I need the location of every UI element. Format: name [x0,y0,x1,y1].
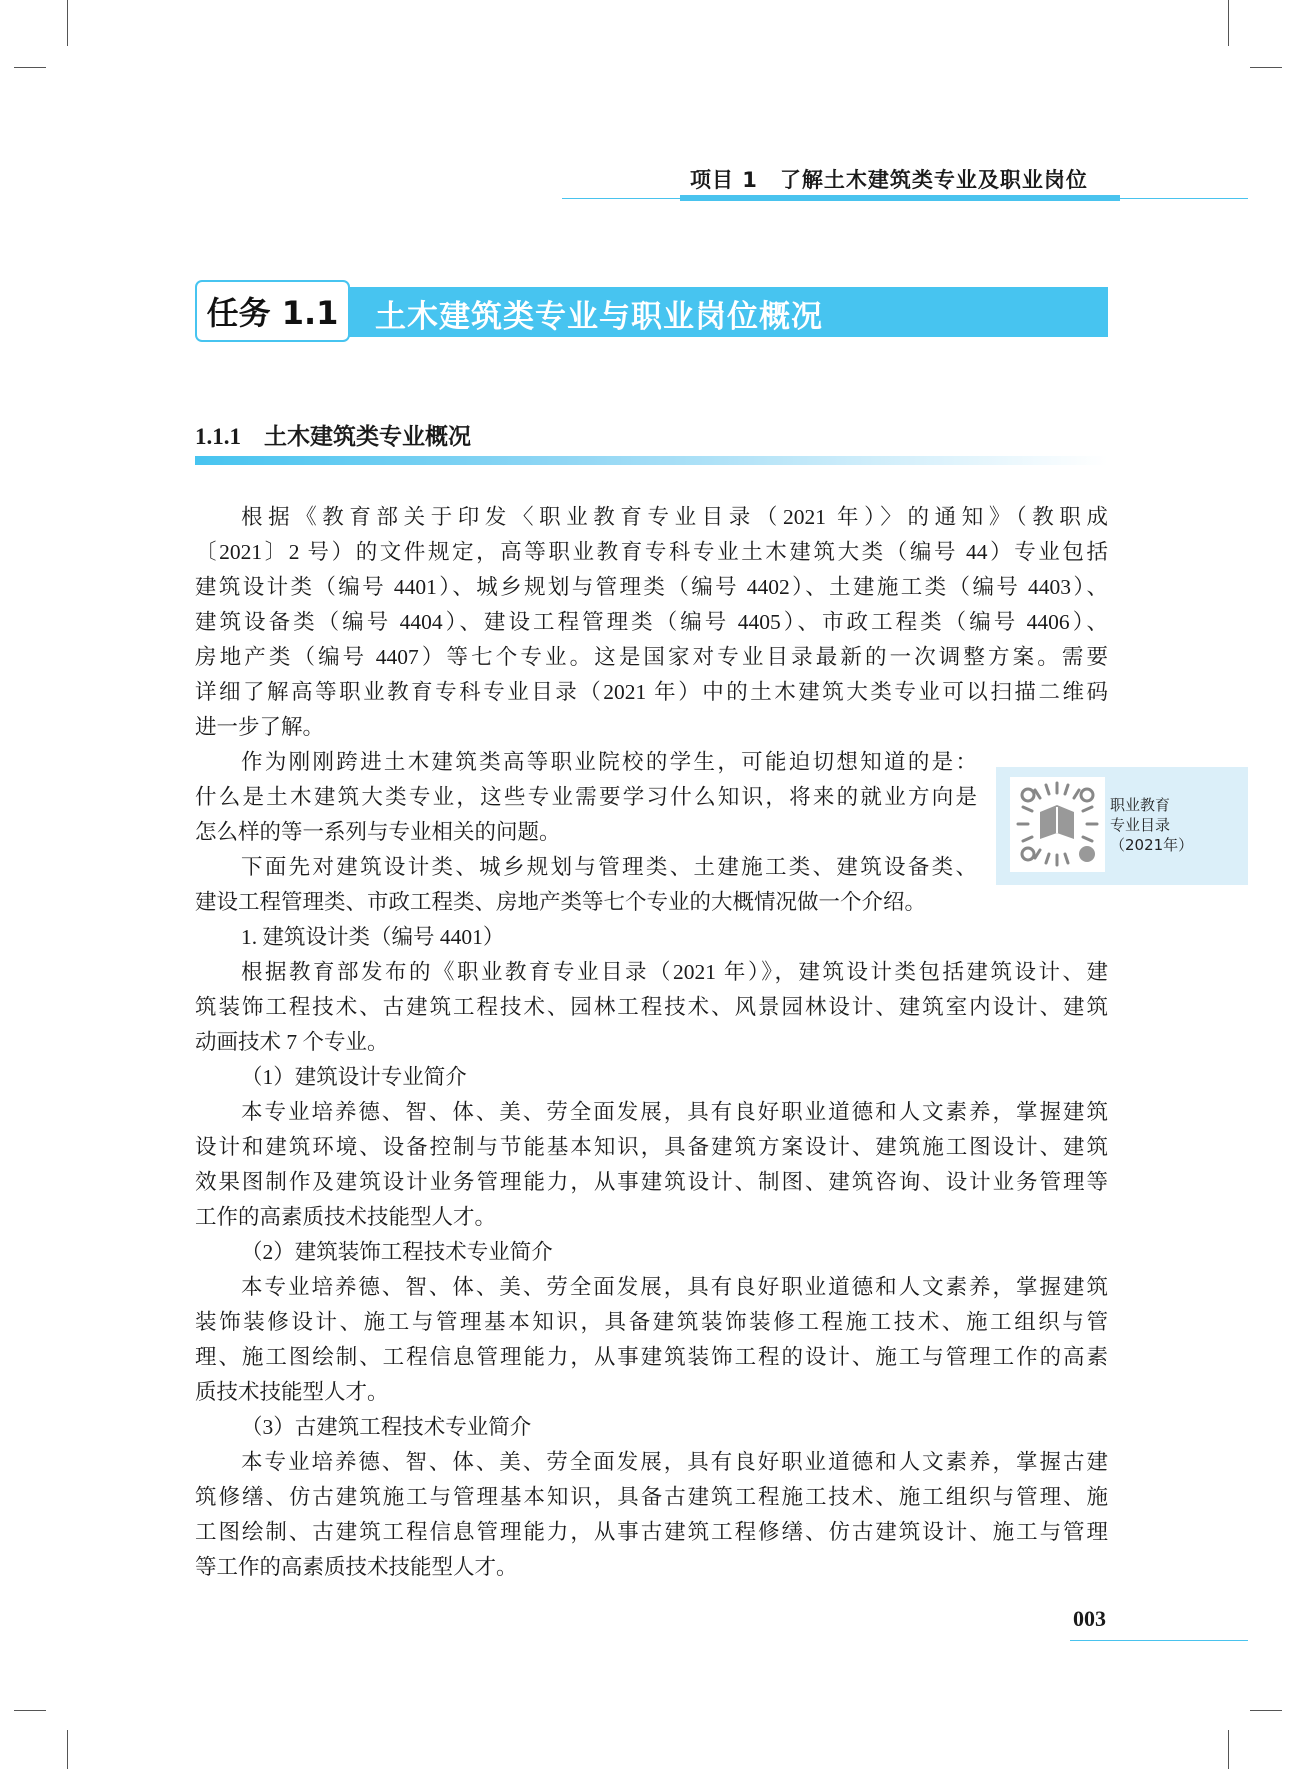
text-line: 效果图制作及建筑设计业务管理能力，从事建筑设计、制图、建筑咨询、设计业务管理等 [195,1170,1108,1194]
crop-mark [1250,67,1282,68]
body-text [195,500,1108,1585]
crop-mark [67,0,68,46]
text-line: 等工作的高素质技术技能型人才。 [195,1555,518,1579]
page-number: 003 [1073,1606,1106,1631]
task-title: 土木建筑类专业与职业岗位概况 [375,299,823,335]
qr-caption-line: （2021年） [1110,836,1194,854]
crop-mark [1228,0,1229,46]
text-line: 筑装饰工程技术、古建筑工程技术、园林工程技术、风景园林设计、建筑室内设计、建筑 [195,995,1108,1019]
subheading: （3）古建筑工程技术专业简介 [241,1415,532,1439]
text-line: 什么是土木建筑大类专业，这些专业需要学习什么知识，将来的就业方向是 [195,785,977,809]
crop-mark [14,67,46,68]
text-line: 质技术技能型人才。 [195,1380,389,1404]
text-line: 理、施工图绘制、工程信息管理能力，从事建筑装饰工程的设计、施工与管理工作的高素 [195,1345,1108,1369]
subheading: （2）建筑装饰工程技术专业简介 [241,1240,553,1264]
text-line: 建筑设备类（编号 4404）、建设工程管理类（编号 4405）、市政工程类（编号 4406）、 [195,610,1108,634]
text-line: 作为刚刚跨进土木建筑类高等职业院校的学生，可能迫切想知道的是： [241,750,977,774]
text-line: 工图绘制、古建筑工程信息管理能力，从事古建筑工程修缮、仿古建筑设计、施工与管理 [195,1520,1108,1544]
section-heading: 1.1.1 土木建筑类专业概况 [195,424,471,449]
text-line: 房地产类（编号 4407）等七个专业。这是国家对专业目录最新的一次调整方案。需要 [195,645,1108,669]
text-line: 装饰装修设计、施工与管理基本知识，具备建筑装饰装修工程施工技术、施工组织与管 [195,1310,1108,1334]
text-line: 根据《教育部关于印发〈职业教育专业目录（2021 年）〉的通知》（教职成 [241,505,1108,529]
text-line: 筑修缮、仿古建筑施工与管理基本知识，具备古建筑工程施工技术、施工组织与管理、施 [195,1485,1108,1509]
running-header: 项目 1 了解土木建筑类专业及职业岗位 [690,168,1088,192]
text-line: 进一步了解。 [195,715,325,739]
crop-mark [14,1710,46,1711]
section-rule [195,456,1108,465]
text-line: 〔2021〕2 号）的文件规定，高等职业教育专科专业土木建筑大类（编号 44）专业包括 [195,540,1108,564]
qr-caption-line: 专业目录 [1110,816,1171,834]
text-line: 根据教育部发布的《职业教育专业目录（2021 年）》，建筑设计类包括建筑设计、建 [241,960,1108,984]
footer-rule [1070,1640,1248,1641]
crop-mark [1228,1730,1229,1769]
list-heading: 1. 建筑设计类（编号 4401） [241,925,505,949]
task-label: 任务 1.1 [195,280,350,342]
qr-sidebar [996,767,1248,885]
text-line: 动画技术 7 个专业。 [195,1030,389,1054]
qr-caption [1110,795,1193,855]
crop-mark [1250,1710,1282,1711]
qr-caption-line: 职业教育 [1110,796,1171,814]
text-line: 工作的高素质技术技能型人才。 [195,1205,497,1229]
text-line: 本专业培养德、智、体、美、劳全面发展，具有良好职业道德和人文素养，掌握建筑 [241,1100,1108,1124]
text-line: 设计和建筑环境、设备控制与节能基本知识，具备建筑方案设计、建筑施工图设计、建筑 [195,1135,1108,1159]
subheading: （1）建筑设计专业简介 [241,1065,467,1089]
text-line: 本专业培养德、智、体、美、劳全面发展，具有良好职业道德和人文素养，掌握建筑 [241,1275,1108,1299]
text-line: 怎么样的等一系列与专业相关的问题。 [195,820,561,844]
crop-mark [67,1730,68,1769]
text-line: 本专业培养德、智、体、美、劳全面发展，具有良好职业道德和人文素养，掌握古建 [241,1450,1108,1474]
header-rule-accent [680,195,1120,201]
text-line: 建筑设计类（编号 4401）、城乡规划与管理类（编号 4402）、土建施工类（编号 4403）、 [195,575,1108,599]
text-line: 详细了解高等职业教育专科专业目录（2021 年）中的土木建筑大类专业可以扫描二维码 [195,680,1108,704]
text-line: 建设工程管理类、市政工程类、房地产类等七个专业的大概情况做一个介绍。 [195,890,927,914]
text-line: 下面先对建筑设计类、城乡规划与管理类、土建施工类、建筑设备类、 [241,855,977,879]
qr-code-icon[interactable] [1010,777,1105,872]
